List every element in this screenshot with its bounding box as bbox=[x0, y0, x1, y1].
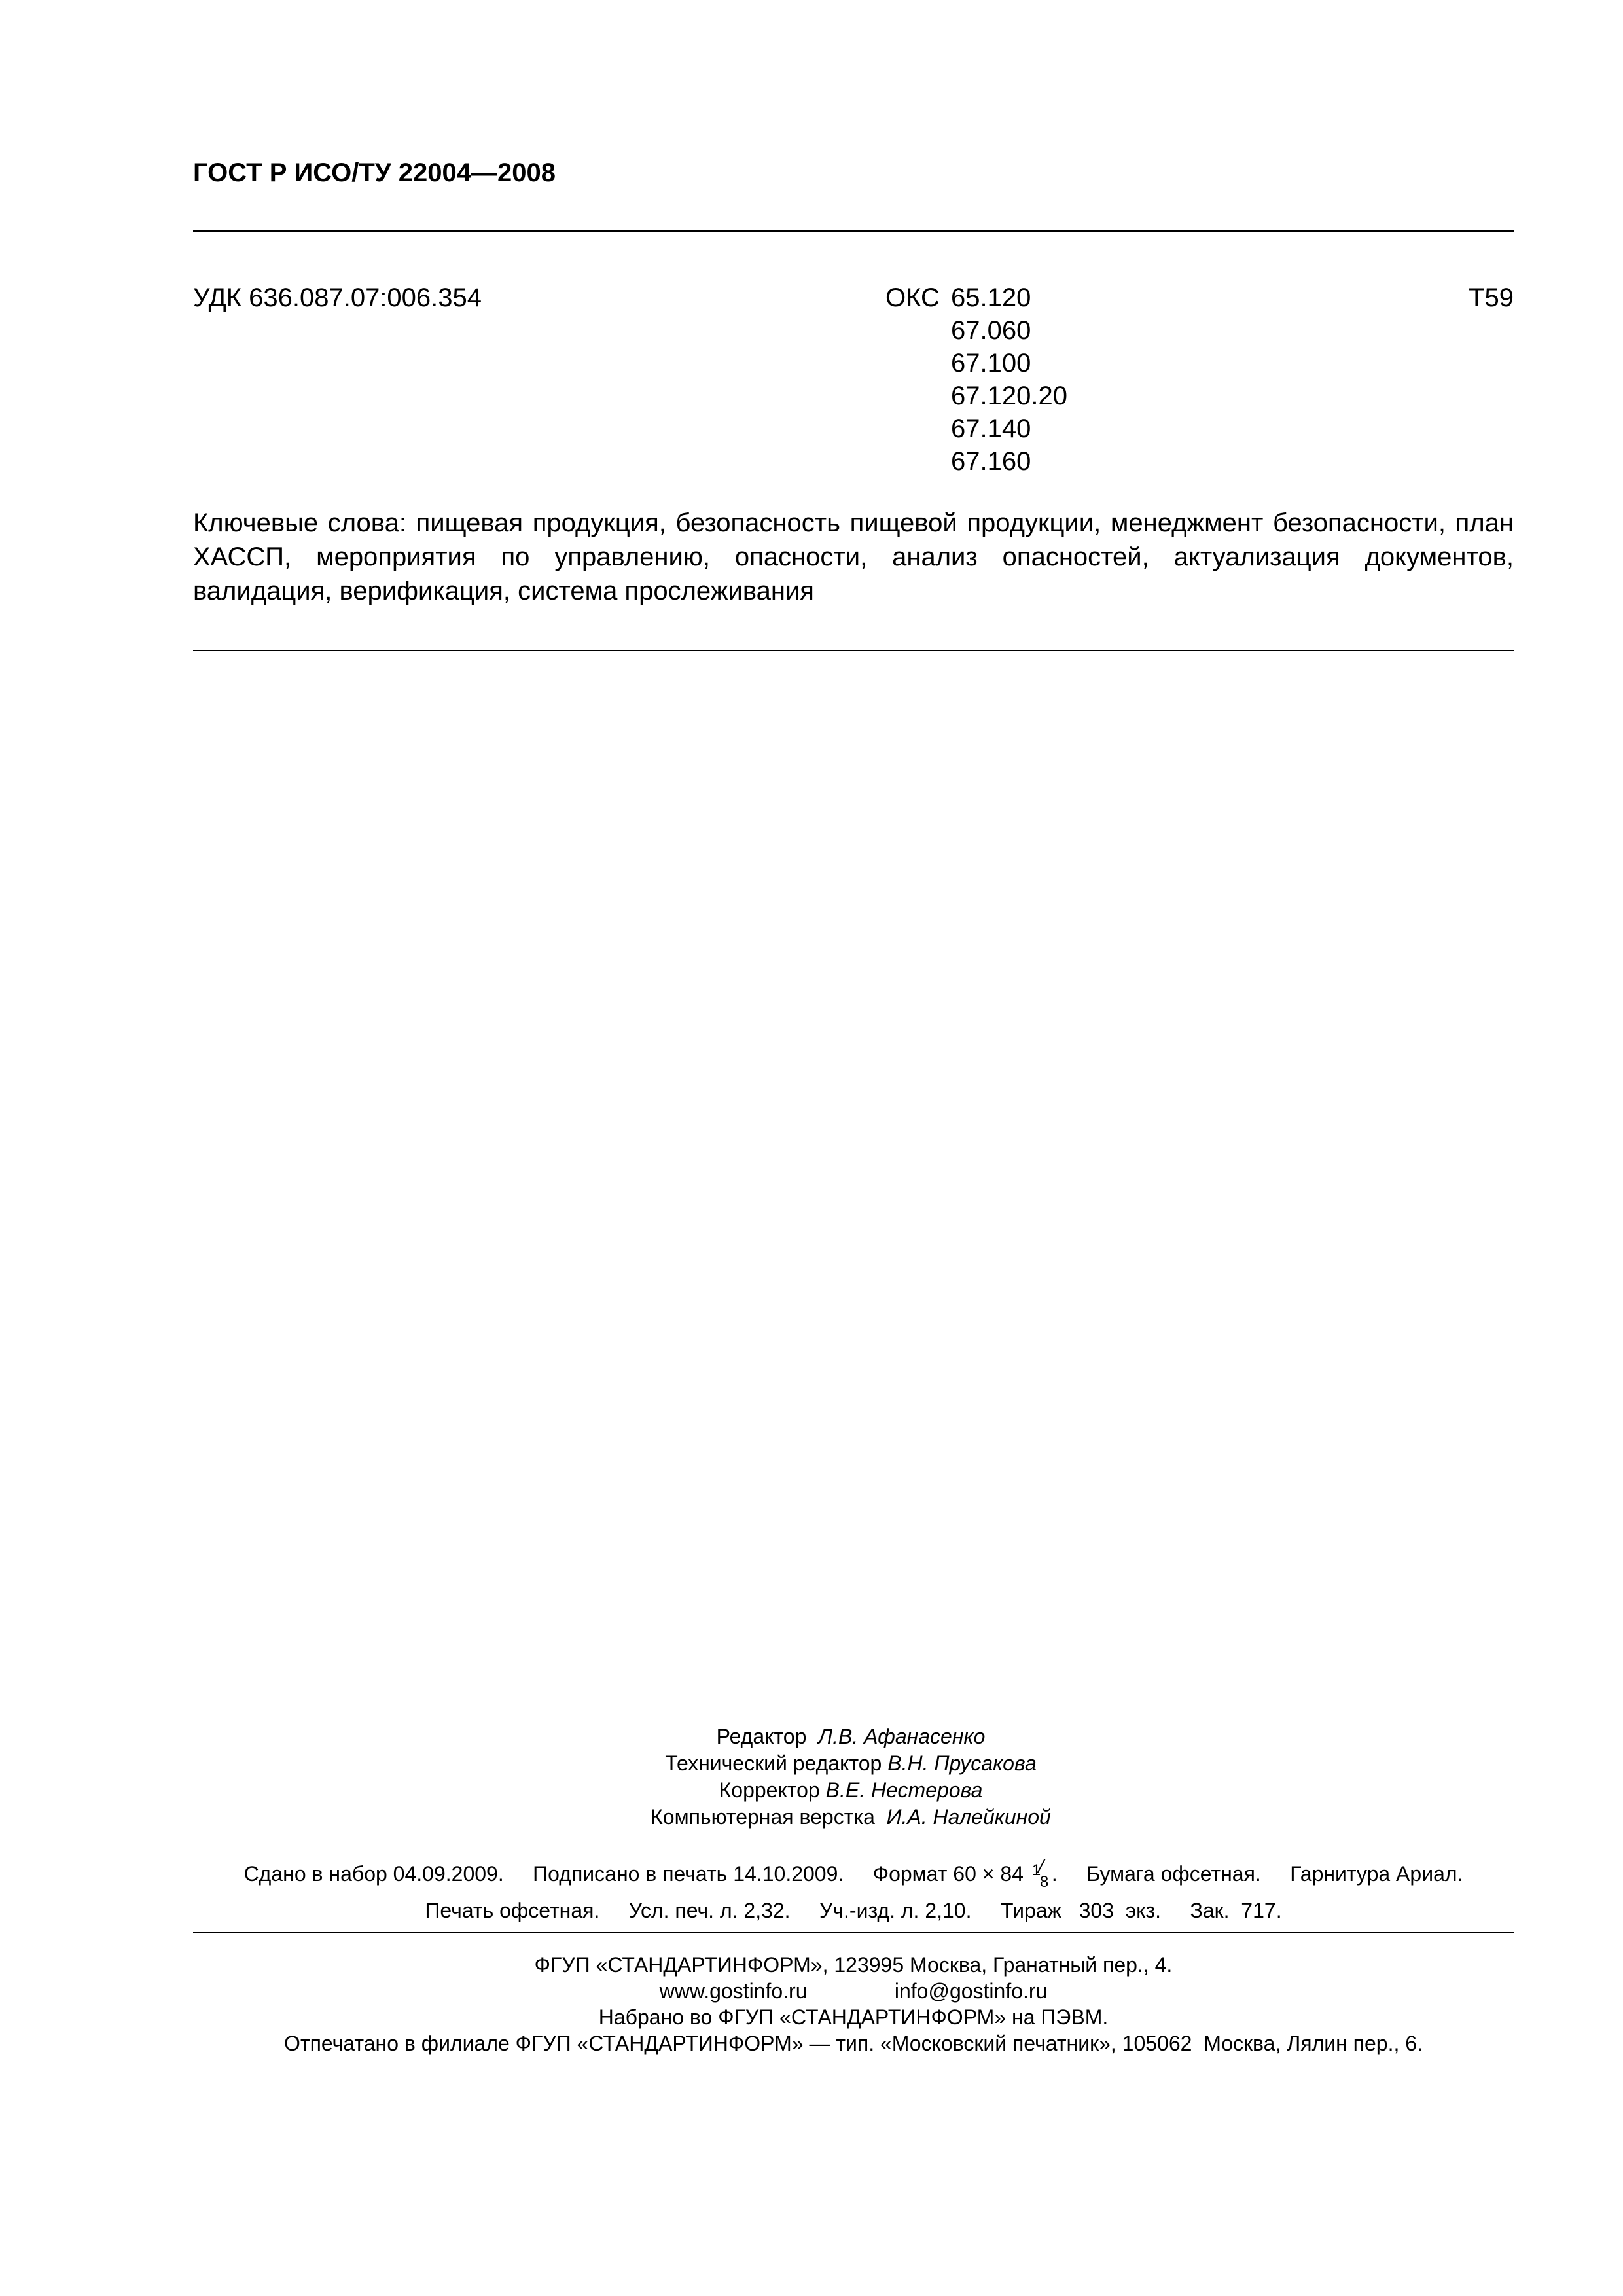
fraction-numerator: 1 bbox=[1031, 1861, 1041, 1879]
top-divider bbox=[193, 230, 1514, 232]
credit-name: И.А. Налейкиной bbox=[886, 1805, 1051, 1829]
publisher-website-link[interactable]: www.gostinfo.ru bbox=[659, 1979, 808, 2003]
keywords-divider bbox=[193, 650, 1514, 651]
publisher-typeset: Набрано во ФГУП «СТАНДАРТИНФОРМ» на ПЭВМ. bbox=[598, 2005, 1109, 2029]
credit-name: Л.В. Афанасенко bbox=[818, 1725, 986, 1748]
credits-block bbox=[589, 1723, 1113, 1831]
credit-name: В.Н. Прусакова bbox=[887, 1751, 1037, 1775]
keywords-paragraph: Ключевые слова: пищевая продукция, безопасность пищевой продукции, менеджмент безопасности, план ХАССП, мероприятия по управлению, опасности, анализ опасностей, актуализация документов, валидация, верификация, система прослеживания bbox=[193, 509, 1514, 605]
publisher-address: ФГУП «СТАНДАРТИНФОРМ», 123995 Москва, Гранатный пер., 4. bbox=[534, 1953, 1173, 1977]
standard-designation: ГОСТ Р ИСО/ТУ 22004—2008 bbox=[193, 158, 556, 187]
fraction-denominator: 8 bbox=[1039, 1873, 1049, 1891]
credit-layout bbox=[589, 1804, 1113, 1831]
credit-proofreader bbox=[589, 1777, 1113, 1804]
udk-code: УДК 636.087.07:006.354 bbox=[193, 283, 482, 312]
credit-role: Корректор bbox=[719, 1778, 820, 1802]
group-code: Т59 bbox=[1469, 283, 1514, 312]
publisher-email-link[interactable]: info@gostinfo.ru bbox=[894, 1979, 1048, 2003]
oks-code: 67.160 bbox=[951, 447, 1031, 476]
credit-name: В.Е. Нестерова bbox=[825, 1778, 983, 1802]
publisher-divider bbox=[193, 1932, 1514, 1933]
credit-tech-editor bbox=[589, 1750, 1113, 1777]
print-info-text: . Бумага офсетная. Гарнитура Ариал. bbox=[1051, 1862, 1463, 1886]
credit-role: Компьютерная верстка bbox=[651, 1805, 875, 1829]
oks-code: 67.120.20 bbox=[951, 382, 1067, 410]
oks-code: 67.100 bbox=[951, 349, 1031, 378]
publisher-contacts bbox=[193, 1978, 1514, 2004]
publisher-block bbox=[193, 1952, 1514, 2056]
print-info-text: Сдано в набор 04.09.2009. Подписано в печать 14.10.2009. Формат 60 × 84 bbox=[243, 1862, 1029, 1886]
publisher-printed: Отпечатано в филиале ФГУП «СТАНДАРТИНФОРМ» — тип. «Московский печатник», 105062 Москва, Лялин пер., 6. bbox=[284, 2032, 1423, 2055]
oks-codes bbox=[951, 281, 1067, 478]
oks-code: 67.140 bbox=[951, 414, 1031, 443]
oks-code: 67.060 bbox=[951, 316, 1031, 345]
credit-role: Редактор bbox=[716, 1725, 807, 1748]
credit-editor bbox=[589, 1723, 1113, 1750]
credit-role: Технический редактор bbox=[665, 1751, 882, 1775]
oks-label: ОКС bbox=[885, 283, 940, 312]
print-info-line-1 bbox=[193, 1861, 1514, 1891]
print-info-line-2: Печать офсетная. Усл. печ. л. 2,32. Уч.-изд. л. 2,10. Тираж 303 экз. Зак. 717. bbox=[425, 1899, 1282, 1922]
oks-code: 65.120 bbox=[951, 283, 1031, 312]
format-fraction bbox=[1029, 1861, 1052, 1891]
